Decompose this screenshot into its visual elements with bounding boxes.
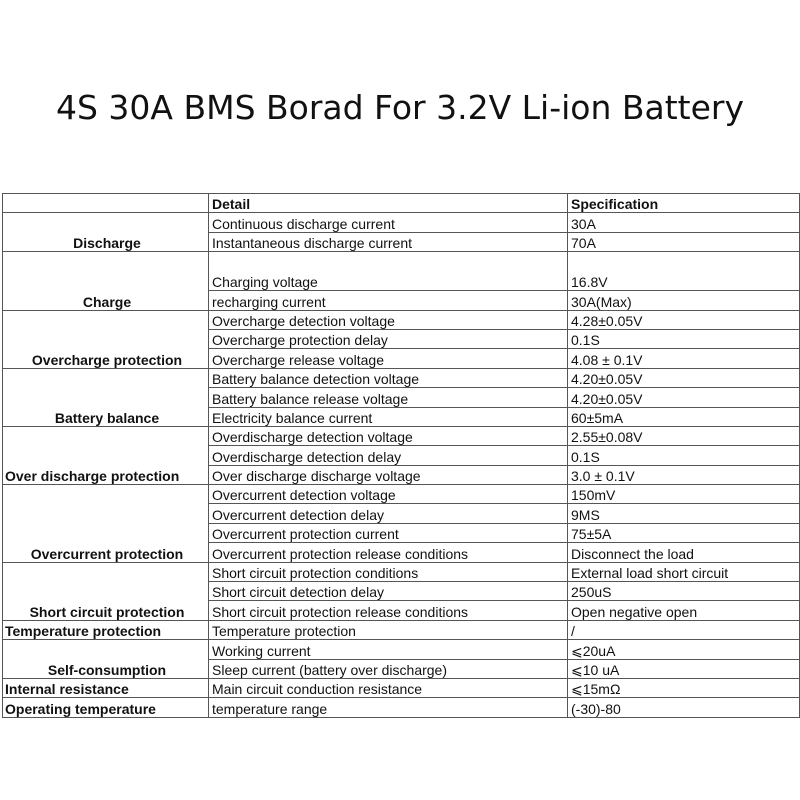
detail-cell: Instantaneous discharge current [209,232,568,251]
spec-cell: Open negative open [568,601,800,620]
header-detail: Detail [209,194,568,213]
detail-cell: Main circuit conduction resistance [209,678,568,697]
header-spec: Specification [568,194,800,213]
table-row [3,252,800,291]
detail-cell: Overcurrent detection delay [209,504,568,523]
detail-cell: Overcurrent detection voltage [209,485,568,504]
detail-cell: Overcurrent protection current [209,523,568,542]
detail-cell: recharging current [209,291,568,310]
detail-cell: Short circuit detection delay [209,582,568,601]
spec-cell: 30A [568,213,800,232]
detail-cell: Sleep current (battery over discharge) [209,659,568,678]
spec-cell: 70A [568,232,800,251]
category-operating-temperature: Operating temperature [3,698,209,717]
detail-cell: Working current [209,640,568,659]
spec-cell: / [568,620,800,639]
table-row [3,213,800,232]
table-row [3,310,800,329]
table-row [3,426,800,445]
table-header-row [3,194,800,213]
detail-cell: Overdischarge detection delay [209,446,568,465]
detail-cell: Charging voltage [209,252,568,291]
detail-cell: Overcharge release voltage [209,349,568,368]
detail-cell: Overcurrent protection release conditions [209,543,568,562]
spec-cell: 60±5mA [568,407,800,426]
table-row [3,678,800,697]
page-title: 4S 30A BMS Borad For 3.2V Li-ion Battery [55,88,745,127]
spec-cell: 4.20±0.05V [568,368,800,387]
spec-cell: 150mV [568,485,800,504]
spec-cell: Disconnect the load [568,543,800,562]
spec-cell: 3.0 ± 0.1V [568,465,800,484]
spec-cell: ⩽15mΩ [568,678,800,697]
spec-cell: ⩽10 uA [568,659,800,678]
table-row [3,485,800,504]
detail-cell: Short circuit protection conditions [209,562,568,581]
detail-cell: temperature range [209,698,568,717]
spec-cell: 2.55±0.08V [568,426,800,445]
detail-cell: Continuous discharge current [209,213,568,232]
detail-cell: Battery balance release voltage [209,388,568,407]
detail-cell: Short circuit protection release conditions [209,601,568,620]
category-short-circuit: Short circuit protection [3,562,209,620]
spec-cell: (-30)-80 [568,698,800,717]
category-charge: Charge [3,252,209,310]
spec-cell: 16.8V [568,252,800,291]
spec-cell: 250uS [568,582,800,601]
detail-cell: Overdischarge detection voltage [209,426,568,445]
spec-cell: 4.20±0.05V [568,388,800,407]
spec-cell: 30A(Max) [568,291,800,310]
category-over-discharge: Over discharge protection [3,426,209,484]
detail-cell: Over discharge discharge voltage [209,465,568,484]
spec-cell: 0.1S [568,329,800,348]
spec-cell: 4.28±0.05V [568,310,800,329]
detail-cell: Overcharge protection delay [209,329,568,348]
detail-cell: Electricity balance current [209,407,568,426]
detail-cell: Temperature protection [209,620,568,639]
category-internal-resistance: Internal resistance [3,678,209,697]
category-discharge: Discharge [3,213,209,252]
detail-cell: Battery balance detection voltage [209,368,568,387]
table-row [3,640,800,659]
category-self-consumption: Self-consumption [3,640,209,679]
spec-cell: 9MS [568,504,800,523]
detail-cell: Overcharge detection voltage [209,310,568,329]
category-overcharge: Overcharge protection [3,310,209,368]
spec-cell: 75±5A [568,523,800,542]
spec-cell: 0.1S [568,446,800,465]
table-row [3,562,800,581]
category-overcurrent: Overcurrent protection [3,485,209,563]
table-row [3,698,800,717]
spec-cell: 4.08 ± 0.1V [568,349,800,368]
spec-cell: External load short circuit [568,562,800,581]
category-temperature-protection: Temperature protection [3,620,209,639]
spec-table [2,193,800,718]
header-category [3,194,209,213]
category-battery-balance: Battery balance [3,368,209,426]
spec-cell: ⩽20uA [568,640,800,659]
table-row [3,620,800,639]
table-row [3,368,800,387]
